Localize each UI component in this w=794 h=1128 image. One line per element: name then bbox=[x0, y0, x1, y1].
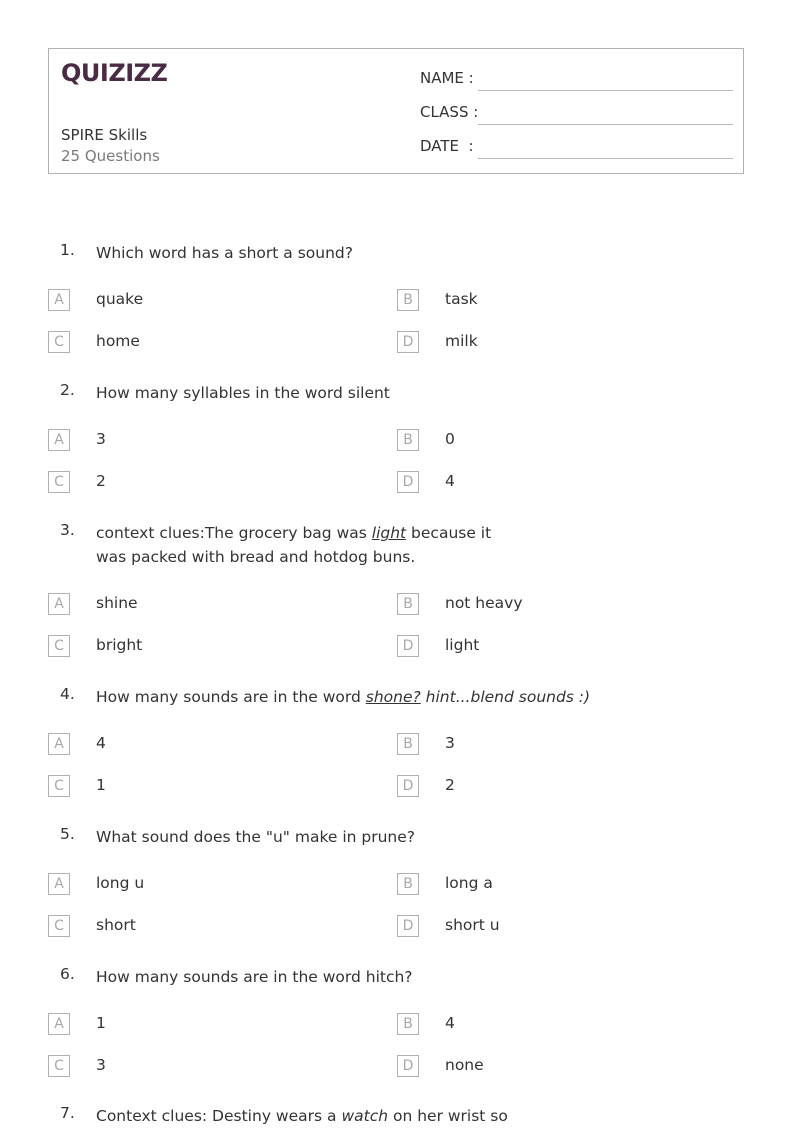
question-text: Which word has a short a sound? bbox=[96, 244, 353, 262]
option-letter-box[interactable]: D bbox=[397, 471, 419, 493]
name-line[interactable] bbox=[478, 90, 733, 91]
question-text bbox=[96, 521, 506, 569]
question-text-hint: hint...blend sounds :) bbox=[420, 688, 591, 706]
option-letter-box[interactable]: B bbox=[397, 429, 419, 451]
option-letter-box[interactable]: C bbox=[48, 775, 70, 797]
option-letter-box[interactable]: D bbox=[397, 775, 419, 797]
question-text-emphasis: watch bbox=[341, 1107, 389, 1125]
option-letter-box[interactable]: B bbox=[397, 1013, 419, 1035]
option-text: task bbox=[445, 290, 478, 308]
date-label: DATE : bbox=[420, 137, 474, 155]
option-letter-box[interactable]: A bbox=[48, 1013, 70, 1035]
option-text: light bbox=[445, 636, 480, 654]
question-text: How many sounds are in the word hitch? bbox=[96, 968, 413, 986]
option-letter-box[interactable]: D bbox=[397, 915, 419, 937]
question-text-part: context clues:The grocery bag was bbox=[96, 524, 372, 542]
option-letter-box[interactable]: C bbox=[48, 915, 70, 937]
question-number: 7. bbox=[60, 1104, 75, 1122]
option-text: 2 bbox=[96, 472, 106, 490]
option-text: home bbox=[96, 332, 140, 350]
question-count: 25 Questions bbox=[61, 147, 160, 165]
option-letter-box[interactable]: B bbox=[397, 873, 419, 895]
option-letter-box[interactable]: C bbox=[48, 331, 70, 353]
date-field[interactable] bbox=[420, 135, 733, 159]
question-text-part: on her wrist so bbox=[388, 1107, 508, 1125]
option-text: 1 bbox=[96, 1014, 106, 1032]
question-text-emphasis: shone? bbox=[365, 688, 421, 706]
option-text: milk bbox=[445, 332, 478, 350]
option-letter-box[interactable]: A bbox=[48, 429, 70, 451]
name-field[interactable] bbox=[420, 67, 733, 91]
option-letter-box[interactable]: A bbox=[48, 873, 70, 895]
option-letter-box[interactable]: A bbox=[48, 289, 70, 311]
class-field[interactable] bbox=[420, 101, 733, 125]
option-text: quake bbox=[96, 290, 144, 308]
option-text: shine bbox=[96, 594, 138, 612]
option-text: long a bbox=[445, 874, 493, 892]
option-letter-box[interactable]: A bbox=[48, 733, 70, 755]
question-text-part: How many sounds are in the word bbox=[96, 688, 366, 706]
option-letter-box[interactable]: C bbox=[48, 471, 70, 493]
question-number: 5. bbox=[60, 825, 75, 843]
question-text bbox=[96, 685, 616, 709]
option-text: none bbox=[445, 1056, 484, 1074]
option-letter-box[interactable]: D bbox=[397, 635, 419, 657]
class-line[interactable] bbox=[478, 124, 733, 125]
option-text: 4 bbox=[96, 734, 106, 752]
worksheet-title: SPIRE Skills bbox=[61, 126, 148, 144]
option-text: 0 bbox=[445, 430, 455, 448]
quizizz-logo: QUIZIZZ bbox=[61, 59, 168, 87]
question-number: 6. bbox=[60, 965, 75, 983]
option-letter-box[interactable]: B bbox=[397, 289, 419, 311]
option-text: 3 bbox=[96, 430, 106, 448]
option-text: 4 bbox=[445, 1014, 455, 1032]
option-text: not heavy bbox=[445, 594, 523, 612]
option-text: bright bbox=[96, 636, 143, 654]
option-text: 4 bbox=[445, 472, 455, 490]
worksheet-header bbox=[48, 48, 744, 174]
option-letter-box[interactable]: D bbox=[397, 1055, 419, 1077]
option-text: short bbox=[96, 916, 136, 934]
option-text: 1 bbox=[96, 776, 106, 794]
question-number: 1. bbox=[60, 241, 75, 259]
question-text-emphasis: light bbox=[371, 524, 407, 542]
option-text: short u bbox=[445, 916, 500, 934]
date-line[interactable] bbox=[478, 158, 733, 159]
name-label: NAME : bbox=[420, 69, 474, 87]
option-letter-box[interactable]: C bbox=[48, 635, 70, 657]
question-text bbox=[96, 1104, 616, 1128]
option-letter-box[interactable]: D bbox=[397, 331, 419, 353]
question-number: 3. bbox=[60, 521, 75, 539]
option-text: long u bbox=[96, 874, 145, 892]
question-number: 2. bbox=[60, 381, 75, 399]
option-letter-box[interactable]: A bbox=[48, 593, 70, 615]
question-text-part: Context clues: Destiny wears a bbox=[96, 1107, 342, 1125]
option-text: 3 bbox=[96, 1056, 106, 1074]
option-letter-box[interactable]: C bbox=[48, 1055, 70, 1077]
class-label: CLASS : bbox=[420, 103, 479, 121]
question-number: 4. bbox=[60, 685, 75, 703]
question-text-part: because it was packed with bread and hotdog buns. bbox=[96, 524, 497, 566]
question-text: What sound does the "u" make in prune? bbox=[96, 828, 416, 846]
option-text: 2 bbox=[445, 776, 455, 794]
option-letter-box[interactable]: B bbox=[397, 733, 419, 755]
question-text: How many syllables in the word silent bbox=[96, 384, 390, 402]
option-letter-box[interactable]: B bbox=[397, 593, 419, 615]
option-text: 3 bbox=[445, 734, 455, 752]
